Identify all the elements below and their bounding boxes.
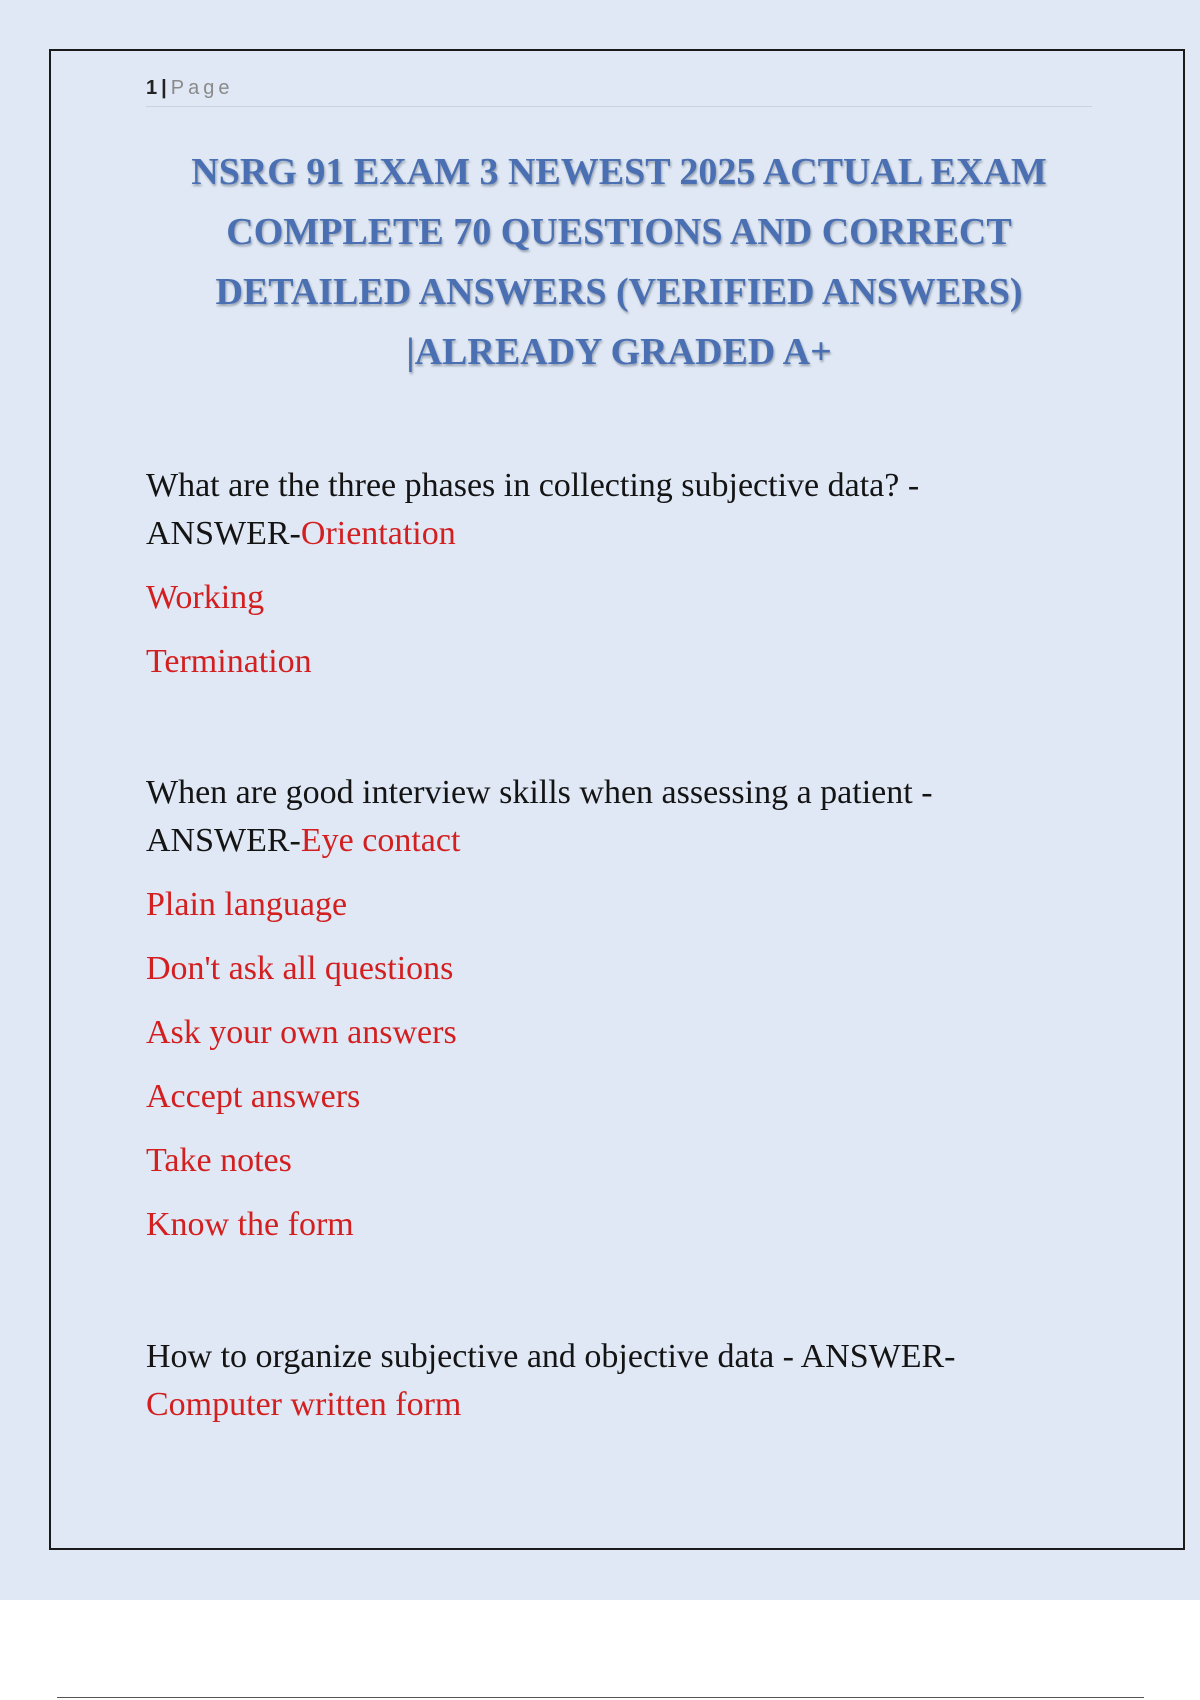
page-label: Page — [170, 77, 234, 99]
question-text: When are good interview skills when assessing a patient - — [146, 774, 933, 811]
title-line: DETAILED ANSWERS (VERIFIED ANSWERS) — [215, 271, 1023, 313]
question-block — [146, 462, 1106, 686]
document-title — [146, 142, 1092, 382]
answer-text: Orientation — [300, 515, 456, 552]
answer-item: Plain language — [146, 886, 348, 923]
answer-text: Computer written form — [146, 1386, 462, 1423]
answer-item: Don't ask all questions — [146, 950, 454, 987]
answer-prefix: ANSWER- — [146, 822, 301, 859]
page-header — [146, 74, 1092, 107]
question-block — [146, 769, 1106, 1249]
question-answer-line — [146, 817, 1106, 865]
footer-divider — [57, 1697, 1144, 1698]
title-line: COMPLETE 70 QUESTIONS AND CORRECT — [226, 211, 1012, 253]
page-number: 1 — [146, 77, 158, 99]
answer-item: Take notes — [146, 1142, 292, 1179]
title-line: NSRG 91 EXAM 3 NEWEST 2025 ACTUAL EXAM — [191, 151, 1047, 193]
answer-item: Termination — [146, 643, 312, 680]
title-line: |ALREADY GRADED A+ — [406, 331, 832, 373]
answer-item: Accept answers — [146, 1078, 361, 1115]
answer-item: Know the form — [146, 1206, 354, 1243]
answer-item: Working — [146, 579, 265, 616]
answer-prefix: ANSWER- — [146, 515, 301, 552]
answer-text: Eye contact — [300, 822, 461, 859]
page-separator: | — [161, 77, 167, 99]
question-answer-line — [146, 510, 1106, 558]
question-text: What are the three phases in collecting subjective data? - — [146, 467, 920, 504]
question-block — [146, 1333, 1106, 1429]
answer-item: Ask your own answers — [146, 1014, 457, 1051]
question-text: How to organize subjective and objective data - ANSWER- — [146, 1338, 956, 1375]
